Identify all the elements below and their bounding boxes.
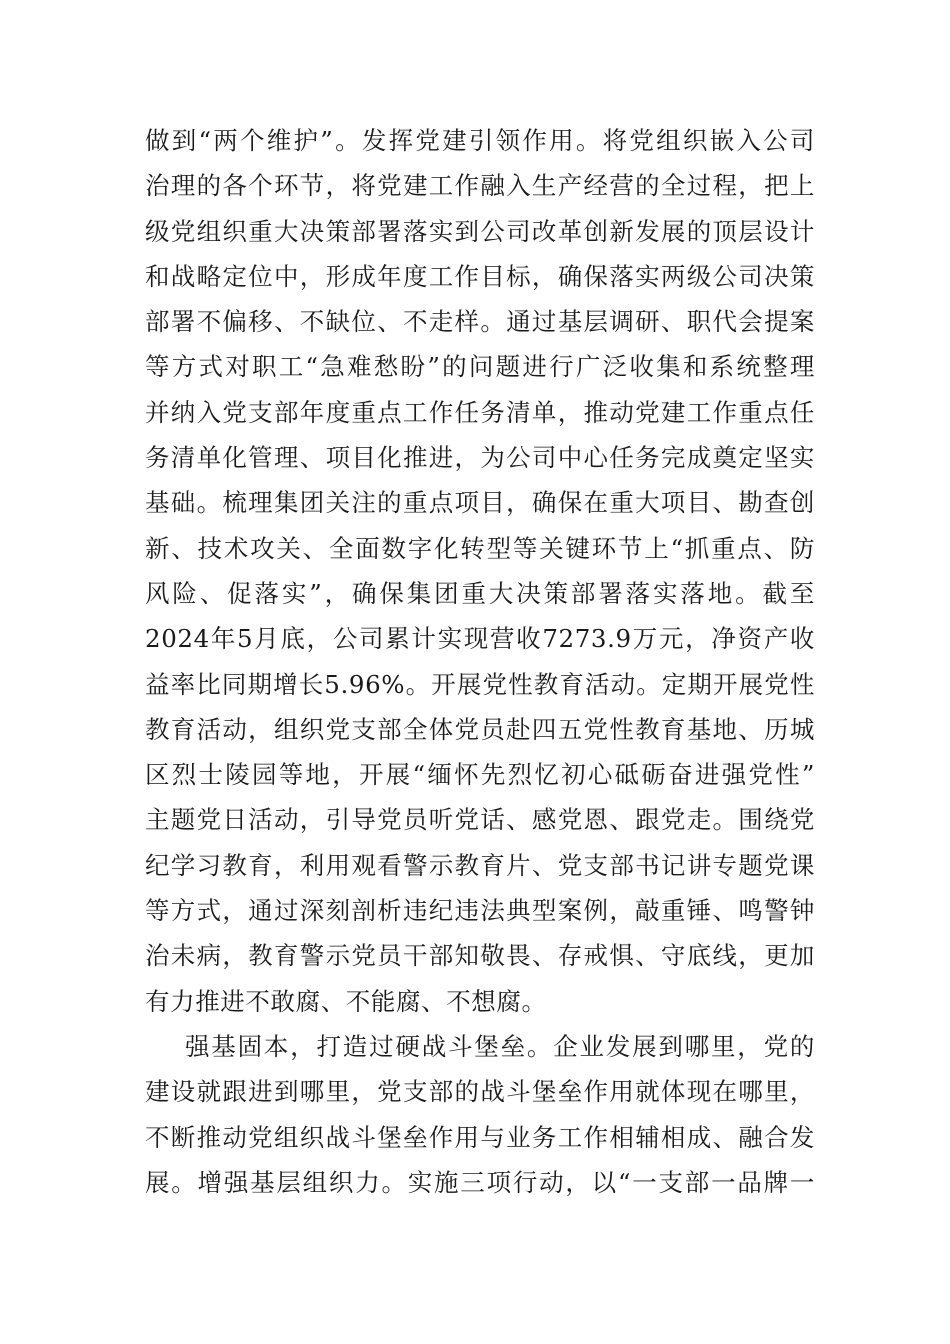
text-line: 基础。梳理集团关注的重点项目，确保在重大项目、勘查创 [145, 488, 815, 518]
text-line: 并纳入党支部年度重点工作任务清单，推动党建工作重点任 [145, 397, 815, 427]
text-line: 纪学习教育，利用观看警示教育片、党支部书记讲专题党课 [145, 850, 815, 880]
text-line: 治理的各个环节，将党建工作融入生产经营的全过程，把上 [145, 171, 815, 201]
text-line: 建设就跟进到哪里，党支部的战斗堡垒作用就体现在哪里， [145, 1077, 815, 1107]
text-line: 展。增强基层组织力。实施三项行动，以“一支部一品牌一 [145, 1167, 815, 1197]
text-line: 不断推动党组织战斗堡垒作用与业务工作相辅相成、融合发 [145, 1122, 815, 1152]
text-line: 治未病，教育警示党员干部知敬畏、存戒惧、守底线，更加 [145, 941, 815, 971]
text-line: 部署不偏移、不缺位、不走样。通过基层调研、职代会提案 [145, 307, 815, 337]
text-line: 益率比同期增长5.96%。开展党性教育活动。定期开展党性 [145, 669, 815, 699]
text-line: 级党组织重大决策部署落实到公司改革创新发展的顶层设计 [145, 216, 815, 246]
text-line: 做到“两个维护”。发挥党建引领作用。将党组织嵌入公司 [145, 126, 815, 155]
body-text [145, 118, 815, 1205]
text-line: 务清单化管理、项目化推进，为公司中心任务完成奠定坚实 [145, 443, 815, 473]
text-line-paragraph-start: 强基固本，打造过硬战斗堡垒。企业发展到哪里，党的 [185, 1031, 815, 1061]
text-line: 2024年5月底，公司累计实现营收7273.9万元，净资产收 [145, 624, 815, 654]
text-line: 等方式，通过深刻剖析违纪违法典型案例，敲重锤、鸣警钟 [145, 896, 815, 926]
text-line: 区烈士陵园等地，开展“缅怀先烈忆初心砥砺奋进强党性” [145, 760, 815, 790]
text-line: 风险、促落实”，确保集团重大决策部署落实落地。截至 [145, 578, 815, 608]
text-line: 和战略定位中，形成年度工作目标，确保落实两级公司决策 [145, 261, 815, 291]
text-line-paragraph-end: 有力推进不敢腐、不能腐、不想腐。 [145, 986, 547, 1016]
text-line: 教育活动，组织党支部全体党员赴四五党性教育基地、历城 [145, 714, 815, 744]
text-line: 等方式对职工“急难愁盼”的问题进行广泛收集和系统整理 [145, 352, 815, 382]
text-line: 新、技术攻关、全面数字化转型等关键环节上“抓重点、防 [145, 533, 815, 563]
text-line: 主题党日活动，引导党员听党话、感党恩、跟党走。围绕党 [145, 805, 815, 835]
